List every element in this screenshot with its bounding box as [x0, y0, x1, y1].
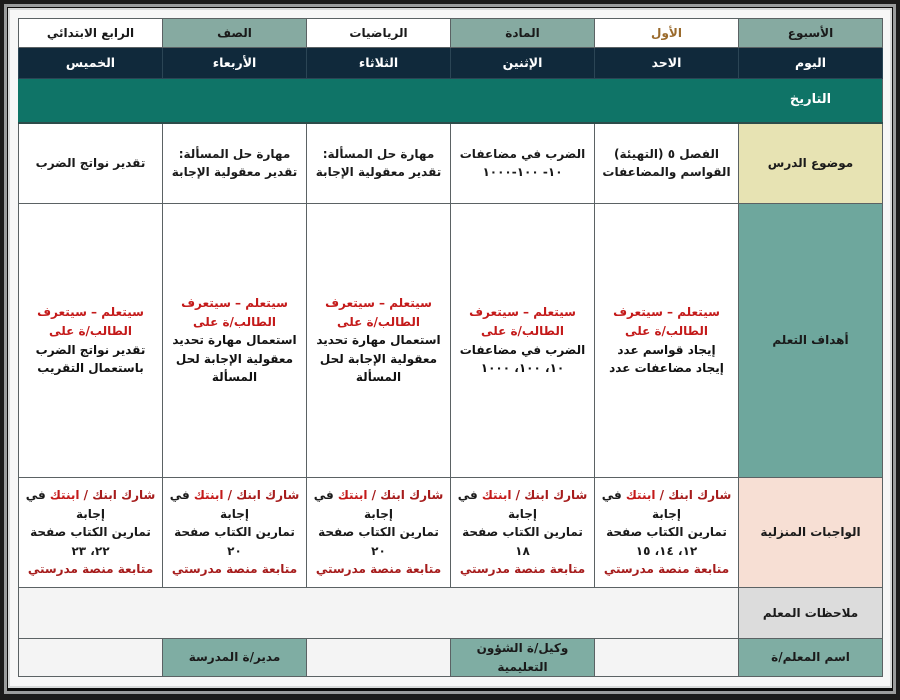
exercise-line: تمارين الكتاب صفحة ١٢، ١٤، ١٥: [606, 525, 727, 558]
day-monday: الإثنين: [451, 48, 595, 79]
grade-label: الصف: [163, 19, 307, 48]
platform-line: متابعة منصة مدرستي: [459, 562, 586, 577]
day-sunday: الاحد: [595, 48, 739, 79]
share-prefix: شارك ابنك /: [371, 488, 444, 503]
share-suffix: في إجابة: [25, 488, 106, 521]
objectives-lead: سيتعلم – سيتعرف الطالب/ة على: [613, 305, 720, 338]
share-suffix: في إجابة: [457, 488, 538, 521]
homework-row: [19, 478, 883, 588]
share-highlight: ابنتك: [625, 488, 656, 503]
objectives-tuesday[interactable]: [307, 204, 451, 478]
share-highlight: ابنتك: [49, 488, 80, 503]
teacher-name-label: اسم المعلم/ة: [739, 639, 883, 677]
exercise-line: تمارين الكتاب صفحة ١٨: [462, 525, 583, 558]
platform-line: متابعة منصة مدرستي: [315, 562, 442, 577]
share-line: [25, 486, 156, 523]
objective-line: استعمال مهارة تحديد معقولية الإجابة لحل المسألة: [172, 333, 297, 385]
principal-label: مدير/ة المدرسة: [163, 639, 307, 677]
objectives-lead: سيتعلم – سيتعرف الطالب/ة على: [469, 305, 576, 338]
date-row-label: التاريخ: [739, 79, 883, 123]
objectives-monday[interactable]: [451, 204, 595, 478]
share-line: [457, 486, 588, 523]
signatures-row: [19, 639, 883, 677]
notes-row: [19, 588, 883, 639]
topic-sunday[interactable]: الفصل ٥ (التهيئة) القواسم والمضاعفات: [595, 123, 739, 204]
share-line: [313, 486, 444, 523]
homework-tuesday[interactable]: [307, 478, 451, 588]
deputy-label: وكيل/ة الشؤون التعليمية: [451, 639, 595, 677]
share-highlight: ابنتك: [481, 488, 512, 503]
share-prefix: شارك ابنك /: [83, 488, 156, 503]
objectives-thursday[interactable]: [19, 204, 163, 478]
teacher-name-field[interactable]: [595, 639, 739, 677]
homework-wednesday[interactable]: [163, 478, 307, 588]
principal-field[interactable]: [19, 639, 163, 677]
objective-line: استعمال مهارة تحديد معقولية الإجابة لحل المسألة: [316, 333, 441, 385]
share-suffix: في إجابة: [169, 488, 250, 521]
day-row-label: اليوم: [739, 48, 883, 79]
share-highlight: ابنتك: [193, 488, 224, 503]
subject-value[interactable]: الرياضيات: [307, 19, 451, 48]
deputy-field[interactable]: [307, 639, 451, 677]
objective-line: إيجاد مضاعفات عدد: [609, 361, 724, 376]
share-suffix: في إجابة: [313, 488, 394, 521]
topic-row-label: موضوع الدرس: [739, 123, 883, 204]
day-thursday: الخميس: [19, 48, 163, 79]
objectives-wednesday[interactable]: [163, 204, 307, 478]
topic-thursday[interactable]: تقدير نواتج الضرب: [19, 123, 163, 204]
share-prefix: شارك ابنك /: [659, 488, 732, 503]
homework-thursday[interactable]: [19, 478, 163, 588]
share-prefix: شارك ابنك /: [515, 488, 588, 503]
day-tuesday: الثلاثاء: [307, 48, 451, 79]
week-value[interactable]: الأول: [595, 19, 739, 48]
objectives-lead: سيتعلم – سيتعرف الطالب/ة على: [325, 296, 432, 329]
week-label: الأسبوع: [739, 19, 883, 48]
objectives-lead: سيتعلم – سيتعرف الطالب/ة على: [181, 296, 288, 329]
objective-line: تقدير نواتج الضرب باستعمال التقريب: [35, 342, 146, 376]
date-row: [19, 79, 883, 123]
share-suffix: في إجابة: [601, 488, 682, 521]
objective-line: الضرب في مضاعفات ١٠، ١٠٠، ١٠٠٠: [459, 342, 586, 376]
homework-sunday[interactable]: [595, 478, 739, 588]
share-line: [169, 486, 300, 523]
platform-line: متابعة منصة مدرستي: [27, 562, 154, 577]
days-row: [19, 48, 883, 79]
teacher-notes-field[interactable]: [19, 588, 739, 639]
objectives-sunday[interactable]: [595, 204, 739, 478]
date-field[interactable]: [19, 79, 739, 123]
objectives-lead: سيتعلم – سيتعرف الطالب/ة على: [37, 305, 144, 338]
topic-tuesday[interactable]: مهارة حل المسألة: تقدير معقولية الإجابة: [307, 123, 451, 204]
objective-line: إيجاد قواسم عدد: [617, 342, 716, 357]
platform-line: متابعة منصة مدرستي: [603, 562, 730, 577]
share-highlight: ابنتك: [337, 488, 368, 503]
subject-label: المادة: [451, 19, 595, 48]
topic-monday[interactable]: الضرب في مضاعفات ١٠- ١٠٠-١٠٠٠: [451, 123, 595, 204]
notes-row-label: ملاحظات المعلم: [739, 588, 883, 639]
homework-monday[interactable]: [451, 478, 595, 588]
meta-row: [19, 19, 883, 48]
topic-row: [19, 123, 883, 204]
grade-value[interactable]: الرابع الابتدائي: [19, 19, 163, 48]
exercise-line: تمارين الكتاب صفحة ٢٠: [318, 525, 439, 558]
topic-wednesday[interactable]: مهارة حل المسألة: تقدير معقولية الإجابة: [163, 123, 307, 204]
homework-row-label: الواجبات المنزلية: [739, 478, 883, 588]
exercise-line: تمارين الكتاب صفحة ٢٢، ٢٣: [30, 525, 151, 558]
exercise-line: تمارين الكتاب صفحة ٢٠: [174, 525, 295, 558]
objectives-row-label: أهداف التعلم: [739, 204, 883, 478]
day-wednesday: الأربعاء: [163, 48, 307, 79]
share-prefix: شارك ابنك /: [227, 488, 300, 503]
share-line: [601, 486, 732, 523]
objectives-row: [19, 204, 883, 478]
weekly-lesson-plan-table: [18, 18, 883, 677]
platform-line: متابعة منصة مدرستي: [171, 562, 298, 577]
